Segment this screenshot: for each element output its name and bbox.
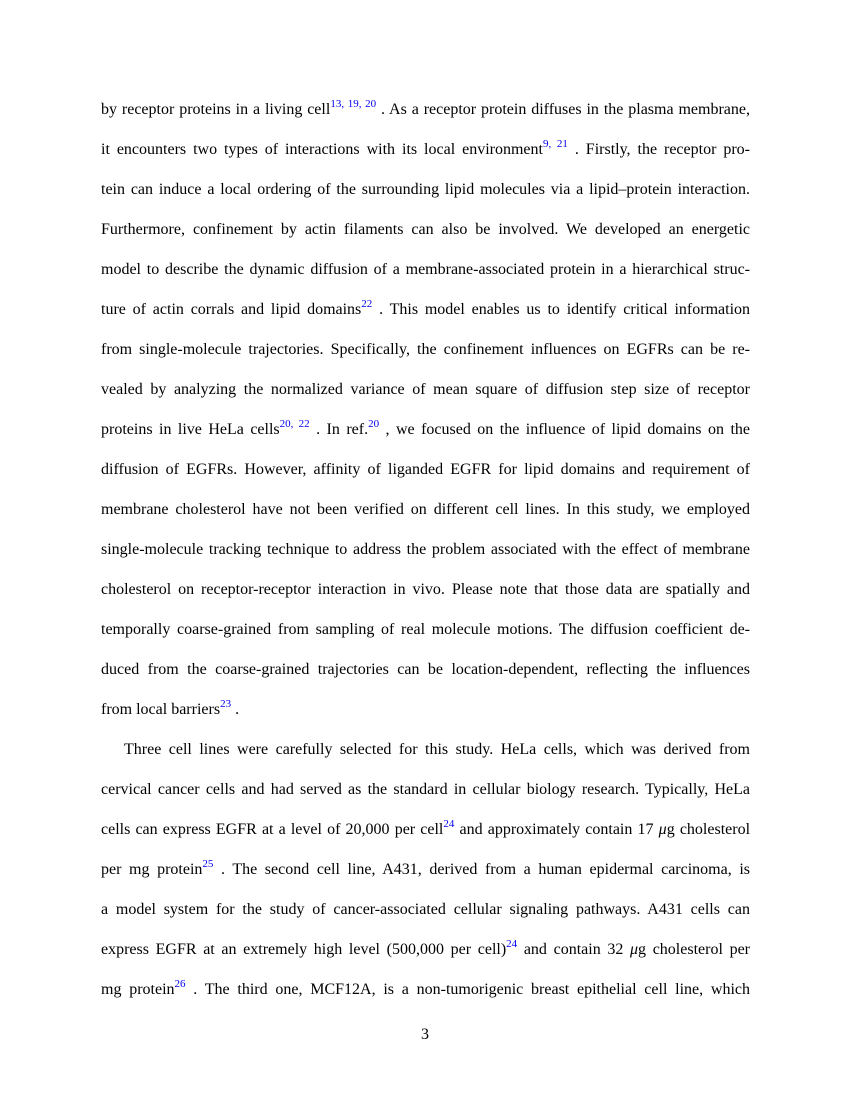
text-span: from local barriers bbox=[101, 701, 221, 718]
text-span: mg protein bbox=[101, 981, 175, 998]
text-span: by receptor proteins in a living cell bbox=[101, 101, 331, 118]
text-span: tein can induce a local ordering of the surrounding lipid molecules via a lipid–protein interaction. bbox=[101, 181, 750, 198]
text-span: temporally coarse-grained from sampling of real molecule motions. The diffusion coefficient de- bbox=[101, 621, 750, 638]
text-span: . Firstly, the receptor pro- bbox=[567, 141, 751, 158]
text-span: a model system for the study of cancer-associated cellular signaling pathways. A431 cells can bbox=[101, 901, 750, 918]
citation-link[interactable]: 24 bbox=[443, 818, 455, 830]
citation-link[interactable]: 20 bbox=[368, 418, 380, 430]
citation-link[interactable]: 25 bbox=[202, 858, 214, 870]
text-span: cervical cancer cells and had served as the standard in cellular biology research. Typically, HeLa bbox=[101, 781, 750, 798]
text-line bbox=[101, 620, 750, 640]
text-span: . This model enables us to identify critical information bbox=[372, 301, 751, 318]
text-span: membrane cholesterol have not been verified on different cell lines. In this study, we employed bbox=[101, 501, 750, 518]
text-span: . bbox=[231, 701, 240, 718]
citation-link[interactable]: 26 bbox=[174, 978, 186, 990]
text-line bbox=[101, 660, 750, 680]
text-line bbox=[101, 100, 750, 120]
text-line bbox=[101, 340, 750, 360]
citation-link[interactable]: 20, 22 bbox=[279, 418, 310, 430]
text-span: . In ref. bbox=[309, 421, 369, 438]
page-number: 3 bbox=[421, 1026, 429, 1043]
text-span: Three cell lines were carefully selected for this study. HeLa cells, which was derived from bbox=[124, 741, 750, 758]
text-line bbox=[101, 860, 750, 880]
citation-link[interactable]: 22 bbox=[361, 298, 373, 310]
text-line bbox=[101, 180, 750, 200]
text-line bbox=[101, 420, 750, 440]
text-line bbox=[101, 500, 750, 520]
text-span: it encounters two types of interactions with its local environment bbox=[101, 141, 543, 158]
text-span: , we focused on the influence of lipid domains on the bbox=[379, 421, 750, 438]
paragraph-start-line bbox=[124, 740, 750, 760]
citation-link[interactable]: 23 bbox=[220, 698, 232, 710]
text-line bbox=[101, 940, 750, 960]
text-span: and approximately contain 17 bbox=[454, 821, 659, 838]
text-span: single-molecule tracking technique to address the problem associated with the effect of membrane bbox=[101, 541, 750, 558]
text-span: from single-molecule trajectories. Specifically, the confinement influences on EGFRs can be re- bbox=[101, 341, 750, 358]
text-span: model to describe the dynamic diffusion of a membrane-associated protein in a hierarchical struc- bbox=[101, 261, 750, 278]
text-line bbox=[101, 380, 750, 400]
math-symbol: μ bbox=[658, 821, 667, 838]
text-span: Furthermore, confinement by actin filaments can also be involved. We developed an energetic bbox=[101, 221, 750, 238]
text-line bbox=[101, 780, 750, 800]
text-line bbox=[101, 700, 750, 720]
text-line bbox=[101, 540, 750, 560]
math-symbol: μ bbox=[630, 941, 639, 958]
text-span: cholesterol on receptor-receptor interaction in vivo. Please note that those data are spatially and bbox=[101, 581, 750, 598]
citation-link[interactable]: 24 bbox=[506, 938, 518, 950]
text-line bbox=[101, 900, 750, 920]
text-span: vealed by analyzing the normalized variance of mean square of diffusion step size of receptor bbox=[101, 381, 750, 398]
text-line bbox=[101, 820, 750, 840]
text-span: proteins in live HeLa cells bbox=[101, 421, 280, 438]
text-line bbox=[101, 220, 750, 240]
citation-link[interactable]: 9, 21 bbox=[542, 138, 568, 150]
citation-link[interactable]: 13, 19, 20 bbox=[330, 98, 377, 110]
text-span: g cholesterol per bbox=[638, 941, 750, 958]
text-line bbox=[101, 140, 750, 160]
text-line bbox=[101, 980, 750, 1000]
text-span: diffusion of EGFRs. However, affinity of liganded EGFR for lipid domains and requirement of bbox=[101, 461, 750, 478]
text-span: express EGFR at an extremely high level (500,000 per cell) bbox=[101, 941, 507, 958]
text-span: per mg protein bbox=[101, 861, 203, 878]
text-line bbox=[101, 460, 750, 480]
text-span: . As a receptor protein diffuses in the plasma membrane, bbox=[376, 101, 750, 118]
text-span: . The second cell line, A431, derived from a human epidermal carcinoma, is bbox=[213, 861, 750, 878]
text-span: ture of actin corrals and lipid domains bbox=[101, 301, 362, 318]
text-span: and contain 32 bbox=[517, 941, 631, 958]
text-line bbox=[101, 300, 750, 320]
text-span: . The third one, MCF12A, is a non-tumorigenic breast epithelial cell line, which bbox=[185, 981, 751, 998]
text-span: cells can express EGFR at a level of 20,000 per cell bbox=[101, 821, 444, 838]
text-span: g cholesterol bbox=[666, 821, 751, 838]
text-line bbox=[101, 580, 750, 600]
text-line bbox=[101, 260, 750, 280]
text-span: duced from the coarse-grained trajectories can be location-dependent, reflecting the influences bbox=[101, 661, 750, 678]
